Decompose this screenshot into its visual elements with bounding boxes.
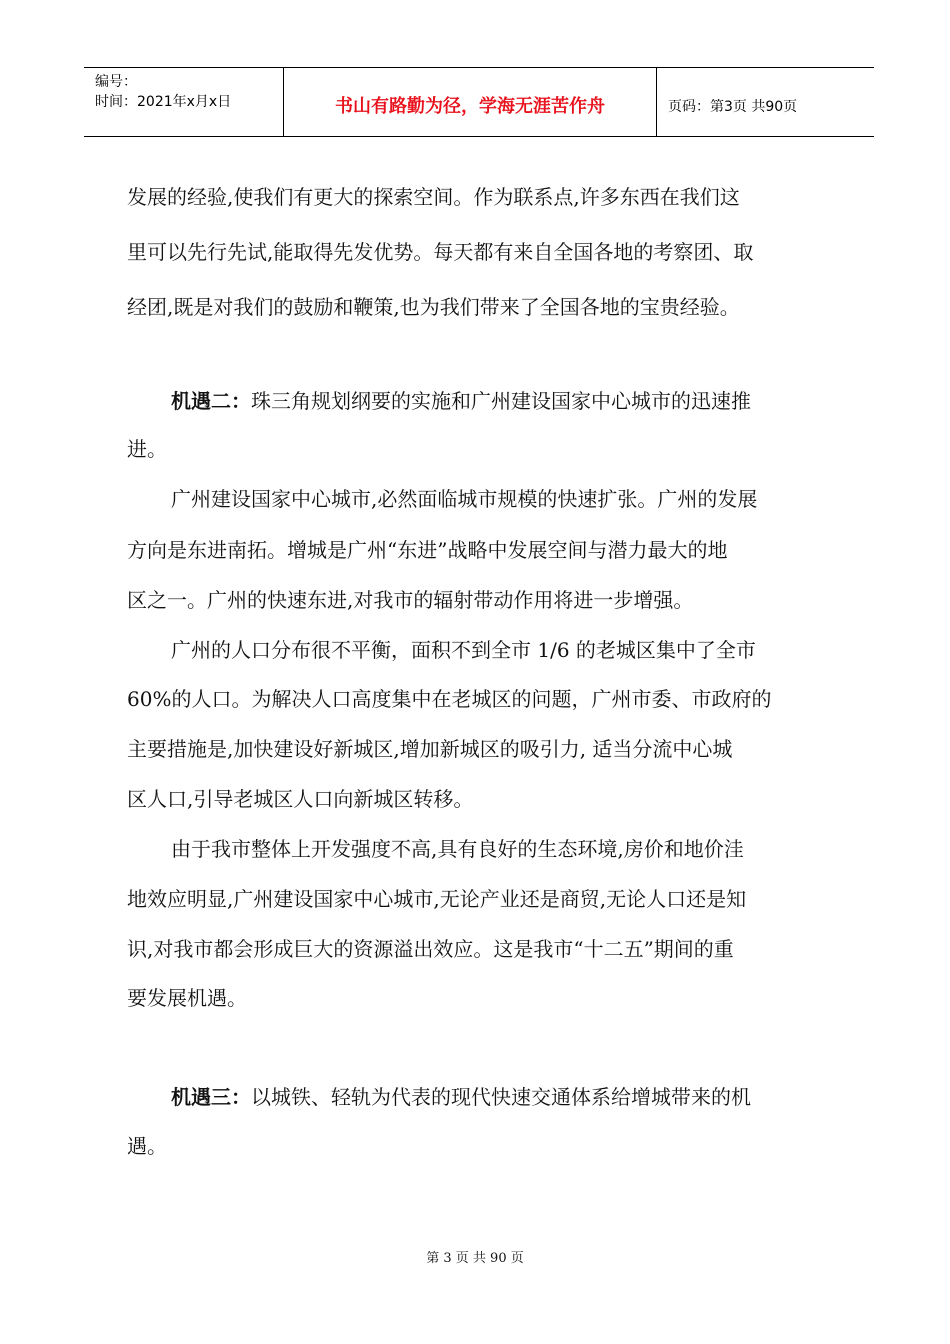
header-page-cell — [657, 68, 874, 136]
opportunity-three-text: 以城铁、轻轨为代表的现代快速交通体系给增城带来的机 — [251, 1085, 751, 1109]
opportunity-two-label: 机遇二： — [171, 389, 251, 413]
paragraph-line: 区人口,引导老城区人口向新城区转移。 — [127, 787, 474, 811]
paragraph-line: 由于我市整体上开发强度不高,具有良好的生态环境,房价和地价洼 — [171, 837, 744, 861]
opportunity-three-heading — [171, 1085, 751, 1109]
paragraph-line: 发展的经验,使我们有更大的探索空间。作为联系点,许多东西在我们这 — [127, 185, 740, 209]
paragraph-line: 广州建设国家中心城市,必然面临城市规模的快速扩张。广州的发展 — [171, 487, 758, 511]
paragraph-line: 主要措施是,加快建设好新城区,增加新城区的吸引力, 适当分流中心城 — [127, 737, 733, 761]
paragraph-line: 区之一。广州的快速东进,对我市的辐射带动作用将进一步增强。 — [127, 588, 694, 612]
paragraph-line: 识,对我市都会形成巨大的资源溢出效应。这是我市“十二五”期间的重 — [127, 937, 734, 961]
paragraph-line: 里可以先行先试,能取得先发优势。每天都有来自全国各地的考察团、取 — [127, 240, 754, 264]
opportunity-two-text: 珠三角规划纲要的实施和广州建设国家中心城市的迅速推 — [251, 389, 751, 413]
paragraph-line: 60%的人口。为解决人口高度集中在老城区的问题，广州市委、市政府的 — [127, 687, 772, 711]
header-motto: 书山有路勤为径，学海无涯苦作舟 — [335, 96, 605, 117]
page-header — [84, 67, 874, 137]
paragraph-line: 方向是东进南拓。增城是广州“东进”战略中发展空间与潜力最大的地 — [127, 538, 728, 562]
document-number-label: 编号： — [95, 74, 137, 90]
opportunity-two-heading — [171, 389, 751, 413]
opportunity-three-label: 机遇三： — [171, 1085, 251, 1109]
opportunity-three-text-cont: 遇。 — [127, 1134, 167, 1158]
header-page-info: 页码：第3页 共90页 — [668, 99, 798, 115]
document-date: 时间：2021年x月x日 — [95, 94, 232, 110]
paragraph-line: 要发展机遇。 — [127, 986, 247, 1010]
paragraph-line: 广州的人口分布很不平衡，面积不到全市 1/6 的老城区集中了全市 — [171, 638, 756, 662]
header-motto-cell — [284, 68, 657, 136]
paragraph-line: 地效应明显,广州建设国家中心城市,无论产业还是商贸,无论人口还是知 — [127, 887, 747, 911]
page-footer: 第 3 页 共 90 页 — [426, 1251, 524, 1266]
opportunity-two-text-cont: 进。 — [127, 437, 167, 461]
header-meta-cell — [84, 68, 284, 136]
paragraph-line: 经团,既是对我们的鼓励和鞭策,也为我们带来了全国各地的宝贵经验。 — [127, 295, 740, 319]
